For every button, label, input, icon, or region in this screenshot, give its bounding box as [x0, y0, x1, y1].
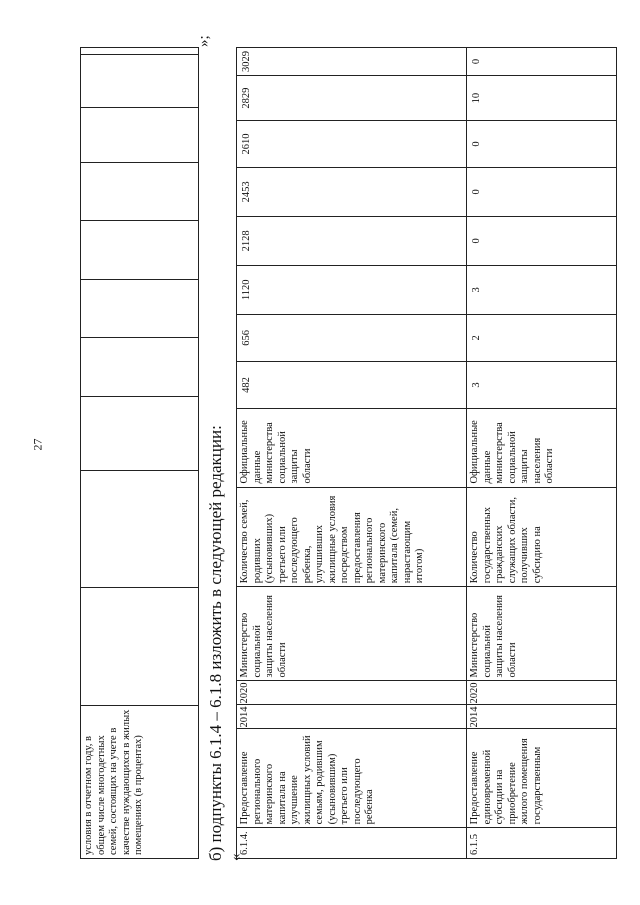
row-executor: Министерство социальной защиты населения области: [237, 587, 467, 681]
row-value: 1120: [237, 265, 467, 314]
table-row: [237, 48, 467, 859]
row-value: 3029: [237, 48, 467, 76]
closing-quote: »;: [196, 35, 212, 47]
main-table: [236, 47, 617, 859]
year-start: 2014: [467, 705, 617, 729]
top-table-fragment: [80, 47, 199, 859]
row-value: 0: [467, 216, 617, 265]
year-end: 2020: [237, 681, 467, 705]
row-source: Официальные данные министерства социальной защиты области: [237, 409, 467, 487]
row-value: 2128: [237, 216, 467, 265]
row-value: 2: [467, 314, 617, 361]
row-indicator: Количество семей, родивших (усыновивших) третьего или последующего ребенка, улучшивших жилищные условия посредством предоставления регионального материнского капитала (семей, нарастающим итогом): [237, 487, 467, 587]
section-heading: б) подпункты 6.1.4 – 6.1.8 изложить в следующей редакции:: [206, 425, 225, 861]
row-executor: Министерство социальной защиты населения области: [467, 587, 617, 681]
row-number: 6.1.4.: [237, 828, 467, 859]
row-value: 656: [237, 314, 467, 361]
indicator-text: условия в отчетном году, в общем числе многодетных семей, состоящих на учете в качестве нуждающихся в жилых помещениях (в процентах): [81, 705, 199, 858]
row-value: 0: [467, 121, 617, 168]
row-value: 0: [467, 167, 617, 216]
page-number: 27: [30, 438, 45, 451]
row-name: Предоставление единовременной субсидии на приобретение жилого помещения государственным: [467, 729, 617, 828]
row-value: 3: [467, 265, 617, 314]
table-row: [467, 48, 617, 859]
row-indicator: Количество государственных гражданских служащих области, получивших субсидию на: [467, 487, 617, 587]
row-value: 0: [467, 48, 617, 76]
row-source: Официальные данные министерства социальной защиты населения области: [467, 409, 617, 487]
year-end: 2020: [467, 681, 617, 705]
row-value: 10: [467, 76, 617, 121]
year-start: 2014: [237, 705, 467, 729]
row-value: 2829: [237, 76, 467, 121]
row-value: 2453: [237, 167, 467, 216]
row-value: 3: [467, 361, 617, 408]
row-name: Предоставление регионального материнского капитала на улучшение жилищных условий семьям, родившим (усыновившим) третьего или последующего ребенка: [237, 729, 467, 828]
row-value: 482: [237, 361, 467, 408]
opening-quote: «: [228, 853, 244, 861]
row-value: 2610: [237, 121, 467, 168]
row-number: 6.1.5: [467, 828, 617, 859]
